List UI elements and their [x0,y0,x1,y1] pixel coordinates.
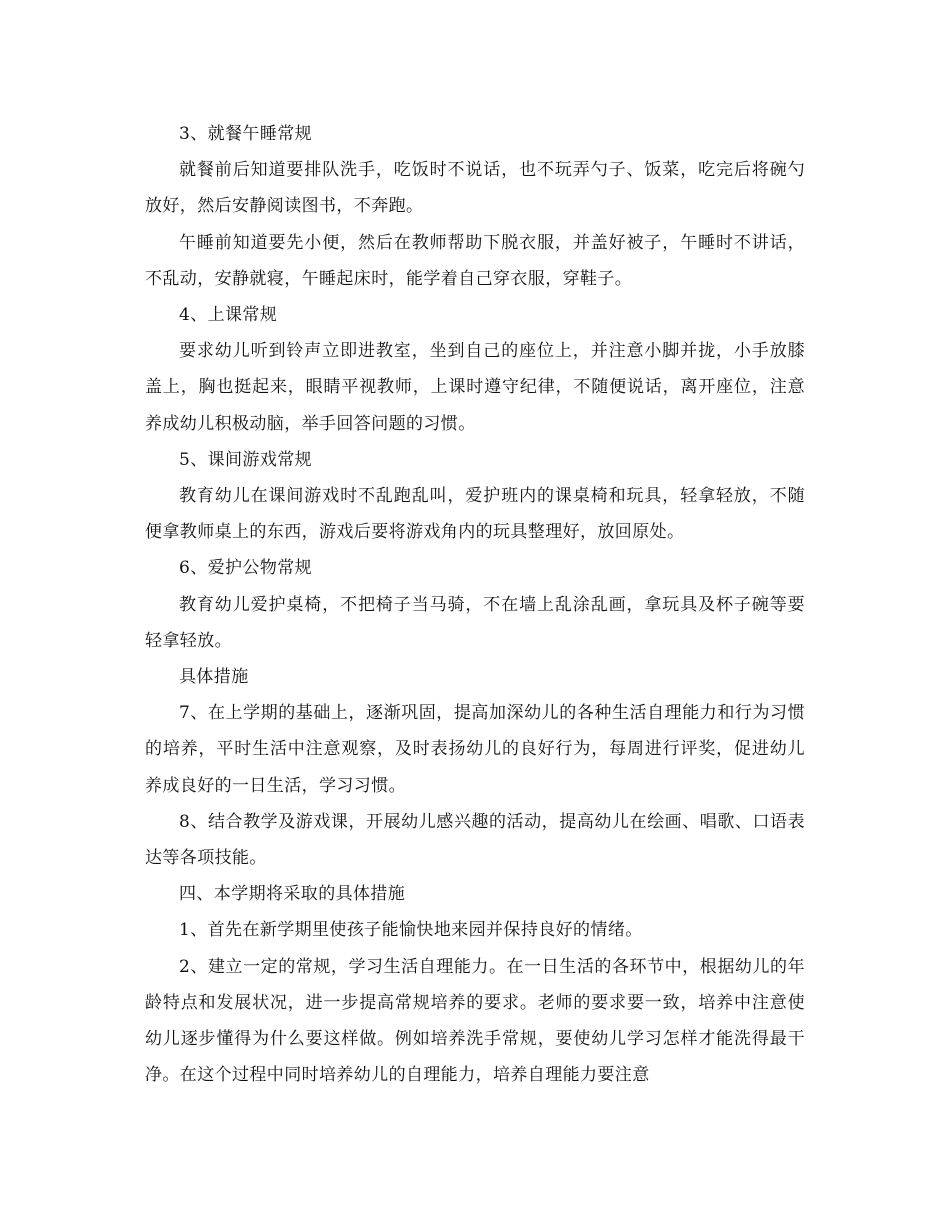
document-body [145,116,805,1093]
heading-specific-measures: 具体措施 [179,667,249,688]
paragraph-measure-8: 8、结合教学及游戏课，开展幼儿感兴趣的活动，提高幼儿在绘画、唱歌、口语表达等各项技能。 [145,811,805,869]
paragraph-section-four-item-1: 1、首先在新学期里使孩子能愉快地来园并保持良好的情绪。 [179,920,643,941]
paragraph-class-routine: 要求幼儿听到铃声立即进教室，坐到自己的座位上，并注意小脚并拢，小手放膝盖上，胸也挺起来，眼睛平视教师，上课时遵守纪律，不随便说话，离开座位，注意养成幼儿积极动脑，举手回答问题的习惯。 [145,341,805,434]
heading-recess-game-routine: 5、课间游戏常规 [179,449,313,470]
heading-meal-nap-routine: 3、就餐午睡常规 [179,124,313,144]
heading-section-four: 四、本学期将采取的具体措施 [179,884,406,905]
paragraph-nap-routine: 午睡前知道要先小便，然后在教师帮助下脱衣服，并盖好被子，午睡时不讲话，不乱动，安静就寝，午睡起床时，能学着自己穿衣服，穿鞋子。 [145,232,805,289]
paragraph-meal-routine: 就餐前后知道要排队洗手，吃饭时不说话，也不玩弄勺子、饭菜，吃完后将碗勺放好，然后安静阅读图书，不奔跑。 [145,160,805,217]
heading-class-routine: 4、上课常规 [179,305,278,326]
heading-public-property-routine: 6、爱护公物常规 [179,558,313,579]
paragraph-section-four-item-2: 2、建立一定的常规，学习生活自理能力。在一日生活的各环节中，根据幼儿的年龄特点和发展状况，进一步提高常规培养的要求。老师的要求要一致，培养中注意使幼儿逐步懂得为什么要这样做。例如培养洗手常规，要使幼儿学习怎样才能洗得最干净。在这个过程中同时培养幼儿的自理能力，培养自理能力要注意 [145,956,805,1086]
paragraph-measure-7: 7、在上学期的基础上，逐渐巩固，提高加深幼儿的各种生活自理能力和行为习惯的培养，平时生活中注意观察，及时表扬幼儿的良好行为，每周进行评奖，促进幼儿养成良好的一日生活，学习习惯。 [145,703,805,796]
paragraph-recess-game-routine: 教育幼儿在课间游戏时不乱跑乱叫，爱护班内的课桌椅和玩具，轻拿轻放，不随便拿教师桌上的东西，游戏后要将游戏角内的玩具整理好，放回原处。 [145,486,805,543]
paragraph-public-property-routine: 教育幼儿爱护桌椅，不把椅子当马骑，不在墙上乱涂乱画，拿玩具及杯子碗等要轻拿轻放。 [145,594,805,651]
